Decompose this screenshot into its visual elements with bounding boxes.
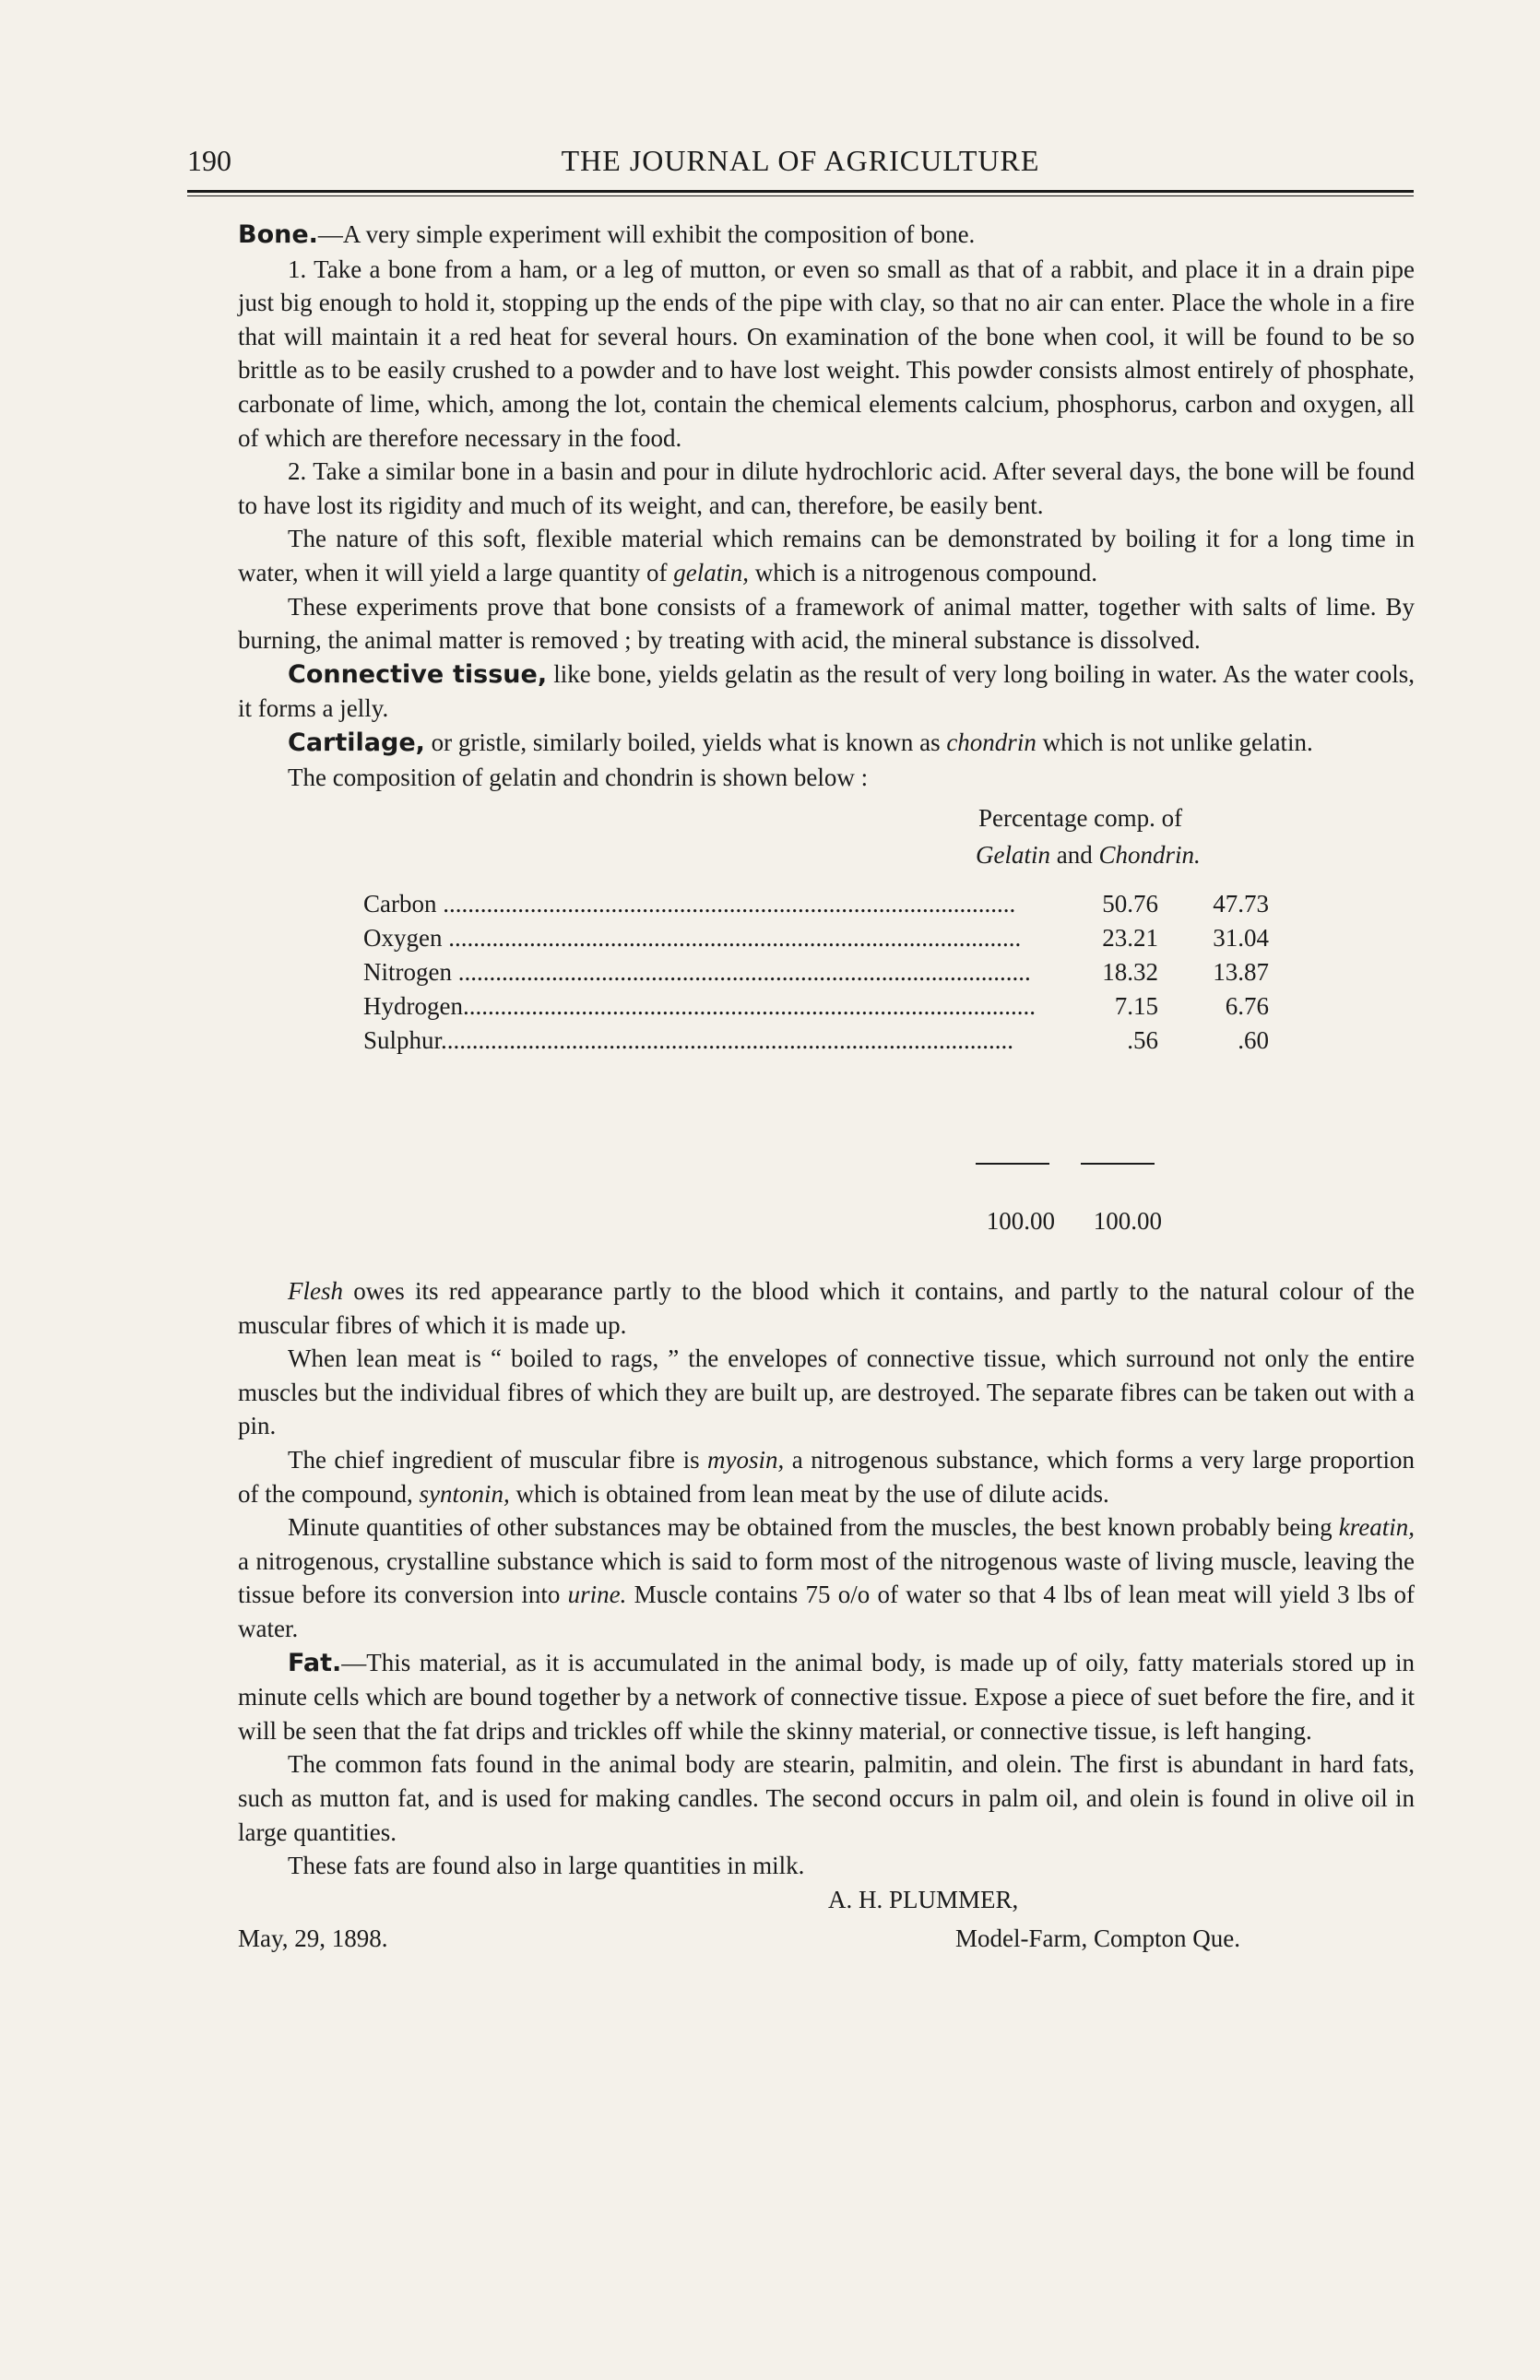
bone-heading: Bone. [238, 220, 318, 249]
running-title: THE JOURNAL OF AGRICULTURE [561, 144, 1040, 177]
header-rule [187, 190, 1414, 193]
chondrin-value: 13.87 [1213, 958, 1269, 987]
fat-heading: Fat. [288, 1648, 342, 1677]
table-row: Oxygen ............................................................................................ 23.21 31.04 [363, 921, 1239, 953]
bone-intro: Bone.—A very simple experiment will exhibit the composition of bone. [238, 220, 976, 249]
author-name: A. H. PLUMMER, [828, 1885, 1019, 1913]
row-label: Carbon [363, 890, 437, 918]
bone-conclusion: These experiments prove that bone consists of a framework of animal matter, together with salts of lime. By burning, the animal matter is removed ; by treating with acid, the mineral substance is dissolved. [238, 592, 1415, 655]
connective-tissue-paragraph: Connective tissue, like bone, yields gelatin as the result of very long boiling in water. As the water cools, it forms a jelly. [238, 659, 1415, 723]
gelatin-value: 23.21 [1102, 924, 1158, 953]
running-header [187, 144, 1414, 188]
fat-paragraph: Fat.—This material, as it is accumulated in the animal body, is made up of oily, fatty materials stored up in minute cells which are bound together by a network of connective tissue. Expose a piece of suet before the fire, and it will be seen that the fat drips and trickles off while the skinny material, or connective tissue, is left hanging. [238, 1648, 1415, 1745]
gelatin-value: 50.76 [1102, 890, 1158, 918]
table-column-headers: Gelatin and Chondrin. [976, 841, 1201, 870]
bone-gelatin-paragraph: The nature of this soft, flexible material which remains can be demonstrated by boiling it for a long time in water, when it will yield a large quantity of gelatin, which is a nitrogenous compound. [238, 525, 1415, 586]
chondrin-value: 47.73 [1213, 890, 1269, 918]
chondrin-value: .60 [1238, 1026, 1269, 1055]
flesh-paragraph: Flesh owes its red appearance partly to the blood which it contains, and partly to the natural colour of the muscular fibres of which it is made up. [238, 1277, 1415, 1339]
signature-block [238, 1883, 1415, 1966]
flesh-heading: Flesh [288, 1277, 343, 1306]
page-number: 190 [187, 144, 231, 177]
gelatin-value: .56 [1127, 1026, 1158, 1055]
milk-paragraph: These fats are found also in large quantities in milk. [288, 1852, 805, 1880]
table-header: Percentage comp. of [978, 804, 1183, 833]
row-label: Oxygen [363, 924, 443, 953]
cartilage-heading: Cartilage, [288, 728, 425, 757]
date-line: May, 29, 1898. [238, 1924, 388, 1952]
table-intro: The composition of gelatin and chondrin is shown below : [288, 763, 869, 791]
myosin-paragraph: The chief ingredient of muscular fibre is myosin, a nitrogenous substance, which forms a very large proportion of the compound, syntonin, which is obtained from lean meat by the use of dilute acids. [238, 1446, 1415, 1508]
sum-rule [1081, 1163, 1155, 1165]
gelatin-total: 100.00 [986, 1207, 1055, 1236]
composition-table [238, 794, 1415, 1269]
cartilage-paragraph: Cartilage, or gristle, similarly boiled, yields what is known as chondrin which is not unlike gelatin. [288, 728, 1313, 757]
kreatin-paragraph: Minute quantities of other substances may be obtained from the muscles, the best known probably being kreatin, a nitrogenous, crystalline substance which is said to form most of the nitrogenous waste of living muscle, leaving the tissue before its conversion into urine. Muscle contains 75 o/o of water so that 4 lbs of lean meat will yield 3 lbs of water. [238, 1513, 1415, 1643]
bone-experiment-1: 1. Take a bone from a ham, or a leg of mutton, or even so small as that of a rabbit, and place it in a drain pipe just big enough to hold it, stopping up the ends of the pipe with clay, so that no air can enter. Place the whole in a fire that will maintain it a red heat for several hours. On examination of the bone when cool, it will be found to be so brittle as to be easily crushed to a powder and to have lost weight. This powder consists almost entirely of phosphate, carbonate of lime, which, among the lot, contain the chemical elements calcium, phosphorus, carbon and oxygen, all of which are therefore necessary in the food. [238, 255, 1415, 452]
chondrin-value: 6.76 [1225, 992, 1269, 1021]
chondrin-value: 31.04 [1213, 924, 1269, 953]
gelatin-value: 7.15 [1114, 992, 1158, 1021]
table-row: Hydrogen............................................................................................ 7.15 6.76 [363, 989, 1239, 1021]
row-label: Hydrogen [363, 992, 463, 1021]
table-row: Sulphur............................................................................................ .56 .60 [363, 1024, 1239, 1055]
bone-experiment-2: 2. Take a similar bone in a basin and pour in dilute hydrochloric acid. After several days, the bone will be found to have lost its rigidity and much of its weight, and can, therefore, be easily bent. [238, 457, 1415, 519]
gelatin-value: 18.32 [1102, 958, 1158, 987]
author-place: Model-Farm, Compton Que. [955, 1924, 1240, 1952]
row-label: Nitrogen [363, 958, 452, 987]
header-rule-thin [187, 195, 1414, 196]
table-row: Nitrogen ............................................................................................ 18.32 13.87 [363, 955, 1239, 987]
article-body [238, 218, 1415, 1966]
chondrin-total: 100.00 [1093, 1207, 1162, 1236]
connective-heading: Connective tissue, [288, 659, 548, 689]
row-label: Sulphur [363, 1026, 442, 1055]
sum-rule [976, 1163, 1049, 1165]
table-row: Carbon ............................................................................................ 50.76 47.73 [363, 887, 1239, 918]
lean-meat-paragraph: When lean meat is “ boiled to rags, ” the envelopes of connective tissue, which surround not only the entire muscles but the individual fibres of which they are built up, are destroyed. The separate fibres can be taken out with a pin. [238, 1344, 1415, 1440]
fats-types-paragraph: The common fats found in the animal body are stearin, palmitin, and olein. The first is abundant in hard fats, such as mutton fat, and is used for making candles. The second occurs in palm oil, and olein is found in olive oil in large quantities. [238, 1750, 1415, 1846]
